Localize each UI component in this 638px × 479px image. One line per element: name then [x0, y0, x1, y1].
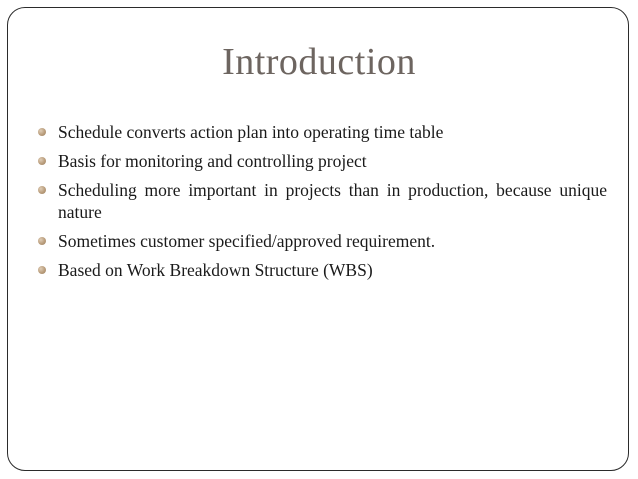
bullet-icon: [38, 266, 46, 274]
slide-title: Introduction: [222, 41, 416, 83]
bullet-text: Scheduling more important in projects than in production, because unique nature: [58, 180, 607, 222]
bullet-text: Sometimes customer specified/approved requirement.: [58, 231, 436, 251]
bullet-icon: [38, 186, 46, 194]
bullet-list: [35, 121, 607, 288]
bullet-icon: [38, 128, 46, 136]
bullet-icon: [38, 237, 46, 245]
bullet-icon: [38, 157, 46, 165]
list-item: [35, 259, 607, 281]
list-item: [35, 121, 607, 143]
list-item: [35, 150, 607, 172]
list-item: [35, 179, 607, 223]
bullet-text: Based on Work Breakdown Structure (WBS): [58, 260, 373, 280]
bullet-text: Basis for monitoring and controlling project: [58, 151, 367, 171]
list-item: [35, 230, 607, 252]
bullet-text: Schedule converts action plan into operating time table: [58, 122, 444, 142]
